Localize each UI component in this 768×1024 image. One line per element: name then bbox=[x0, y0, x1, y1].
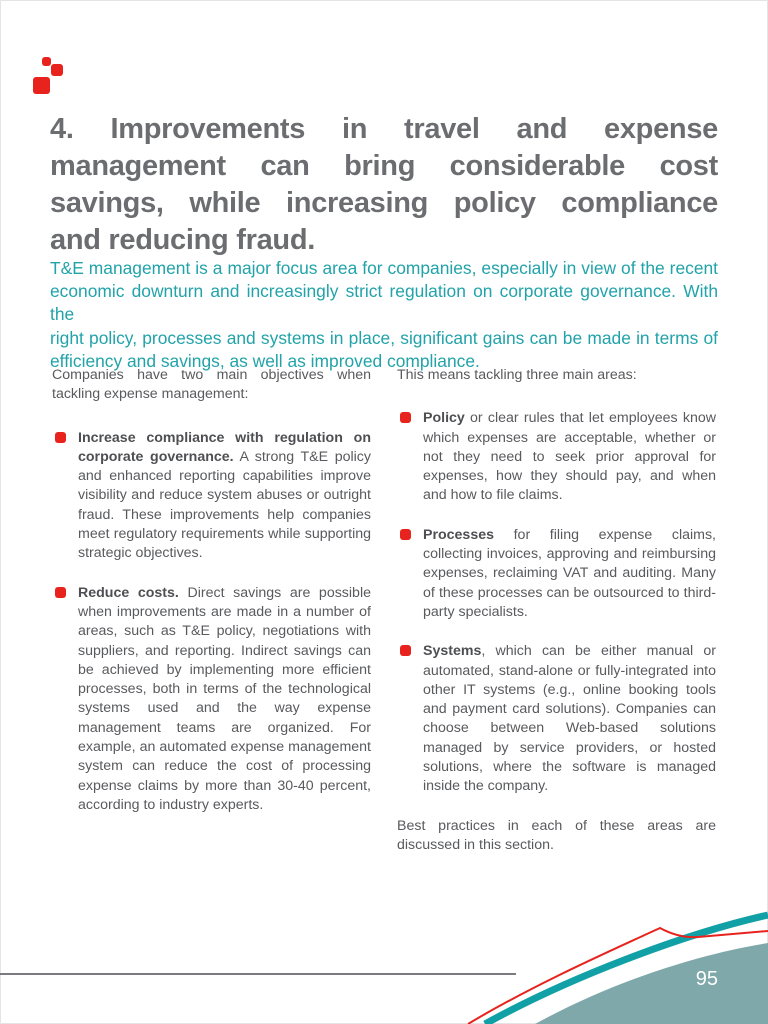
right-column-intro: This means tackling three main areas: bbox=[397, 367, 637, 383]
right-column-outro: Best practices in each of these areas are discussed in this section. bbox=[397, 817, 716, 853]
bullet-item-systems bbox=[397, 642, 716, 796]
intro-line: T&E management is a major focus area for companies, especially in view of the recent bbox=[50, 258, 718, 278]
section-title-line: savings, while increasing policy compliance bbox=[50, 187, 718, 220]
bullet-lead: Processes bbox=[423, 526, 494, 543]
logo-square-large-icon bbox=[33, 77, 50, 94]
bullet-item-policy bbox=[397, 409, 716, 505]
bullet-paragraph bbox=[78, 584, 371, 816]
bullet-lead: Systems bbox=[423, 643, 482, 660]
bullet-paragraph bbox=[423, 642, 716, 796]
corner-wave-decoration bbox=[458, 900, 768, 1024]
bullet-text: , which can be either manual or automated, stand-alone or fully-integrated into other IT systems (e.g., online booking tools and payment card solutions). Companies can choose between Web-based solutions managed by service providers, or hosted solutions, where the software is managed inside the company. bbox=[423, 643, 716, 795]
bullet-text: A strong T&E policy and enhanced reporting capabilities improve visibility and reduce system abuses or outright fraud. These improvements help companies meet regulatory requirements while supporting strategic objectives. bbox=[78, 448, 371, 562]
bullet-text: for filing expense claims, collecting invoices, approving and reimbursing expenses, reclaiming VAT and auditing. Many of these processes can be outsourced to third-party specialists. bbox=[423, 526, 716, 620]
left-column bbox=[52, 366, 371, 855]
red-square-bullet-icon bbox=[55, 587, 66, 598]
red-square-bullet-icon bbox=[55, 432, 66, 443]
two-column-body bbox=[52, 366, 715, 855]
bullet-paragraph bbox=[423, 526, 716, 622]
bullet-paragraph bbox=[423, 409, 716, 505]
logo-square-small-icon bbox=[42, 57, 51, 66]
intro-line: right policy, processes and systems in place, significant gains can be made in terms of bbox=[50, 327, 718, 348]
red-square-bullet-icon bbox=[400, 645, 411, 656]
bullet-item-reduce-costs bbox=[52, 584, 371, 816]
bullet-paragraph bbox=[78, 429, 371, 564]
intro-line: economic downturn and increasingly strict regulation on corporate governance. With the bbox=[50, 281, 718, 325]
bullet-text: Direct savings are possible when improvements are made in a number of areas, such as T&E policy, negotiations with suppliers, and reporting. Indirect savings can be achieved by implementing more efficient processes, both in terms of the technological systems used and the way expense management teams are organized. For example, an automated expense management system can reduce the cost of processing expense claims by more than 30-40 percent, according to industry experts. bbox=[78, 584, 371, 813]
bullet-item-processes bbox=[397, 526, 716, 622]
red-square-bullet-icon bbox=[400, 529, 411, 540]
section-title-line: and reducing fraud. bbox=[50, 224, 315, 257]
bullet-lead: Reduce costs. bbox=[78, 584, 179, 601]
page-number: 95 bbox=[695, 968, 718, 990]
footer-divider-line bbox=[0, 973, 516, 975]
section-title-line: 4. Improvements in travel and expense bbox=[50, 113, 718, 146]
left-column-intro: Companies have two main objectives when tackling expense management: bbox=[52, 367, 371, 403]
right-column bbox=[397, 366, 716, 855]
bullet-item-increase-compliance bbox=[52, 429, 371, 564]
bullet-lead: Increase compliance with regulation on corporate governance. bbox=[78, 429, 371, 465]
bullet-lead: Policy bbox=[423, 410, 465, 427]
section-title-line: management can bring considerable cost bbox=[50, 150, 718, 183]
intro-line: efficiency and savings, as well as improved compliance. bbox=[50, 350, 480, 371]
red-square-bullet-icon bbox=[400, 412, 411, 423]
intro-paragraph bbox=[50, 257, 718, 373]
bullet-text: or clear rules that let employees know which expenses are acceptable, whether or not they need to seek prior approval for expenses, how they should pay, and when and how to file claims. bbox=[423, 410, 716, 504]
logo-square-medium-icon bbox=[51, 64, 63, 76]
section-title bbox=[50, 111, 718, 259]
